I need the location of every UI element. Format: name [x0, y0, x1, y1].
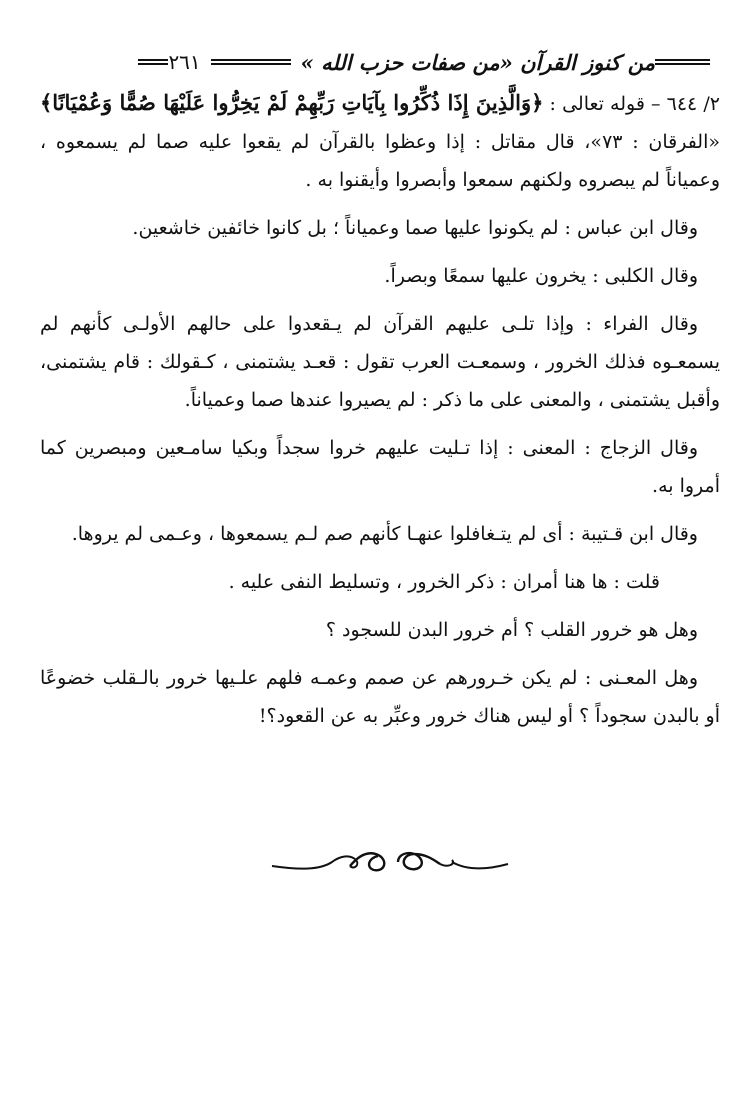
quran-verse: ﴿وَالَّذِينَ إِذَا ذُكِّرُوا بِآيَاتِ رَبِّهِمْ لَمْ يَخِرُّوا عَلَيْهَا صُمًّا وَعُمْيَانًا﴾ [40, 90, 544, 115]
book-page [40, 40, 720, 745]
paragraph-1-text: «الفرقان : ٧٣»، قال مقاتل : إذا وعظوا بالقرآن لم يقعوا عليه صما لم يسمعوه ، وعمياناً لم يبصروه ولكنهم سمعوا وأبصروا وأيقنوا به . [40, 131, 721, 191]
paragraph-6: وقال ابن قـتيبة : أى لم يتـغافلوا عنهـا كأنهم صم لـم يسمعوها ، وعـمى لم يروها. [71, 523, 698, 545]
paragraph-1 [40, 84, 720, 199]
header-rule-left [138, 59, 168, 65]
paragraph-4: وقال الفراء : وإذا تلـى عليهم القرآن لم يـقعدوا على حالهم الأولـى كأنهم لم يسمعـوه فذلك الخرور ، وسمعـت العرب تقول : قعـد يشتمنى ، كـقولك : قام يشتمنى، وأقبل يشتمنى ، والمعنى على ما ذكر : لم يصيروا عندها صما وعمياناً. [40, 313, 720, 411]
paragraph-8: وهل هو خرور القلب ؟ أم خرور البدن للسجود ؟ [325, 619, 698, 641]
paragraph-9: وهل المعـنى : لم يكن خـرورهم عن صمم وعمـه فلهم علـيها خرور بالـقلب خضوعًا أو بالبدن سجوداً ؟ أو ليس هناك خرور وعبِّر به عن القعود؟! [40, 667, 720, 727]
page-number: ٢٦١ [168, 50, 201, 74]
paragraph-1-prefix: ٢/ ٦٤٤ – قوله تعالى : [543, 93, 720, 115]
divider-flourish-icon [270, 840, 510, 880]
paragraph-7: قلت : ها هنا أمران : ذكر الخرور ، وتسليط النفى عليه . [228, 571, 660, 593]
header-rule-right [655, 59, 710, 65]
paragraph-3: وقال الكلبى : يخرون عليها سمعًا وبصراً. [384, 265, 698, 287]
page-body [40, 84, 720, 735]
running-title: من كنوز القرآن «من صفات حزب الله » [300, 49, 655, 75]
header-rule-middle [211, 59, 291, 65]
paragraph-5: وقال الزجاج : المعنى : إذا تـليت عليهم خروا سجداً وبكيا سامـعين ومبصرين كما أمروا به. [40, 437, 720, 497]
page-header [40, 40, 720, 84]
paragraph-2: وقال ابن عباس : لم يكونوا عليها صما وعمياناً ؛ بل كانوا خائفين خاشعين. [132, 217, 698, 239]
